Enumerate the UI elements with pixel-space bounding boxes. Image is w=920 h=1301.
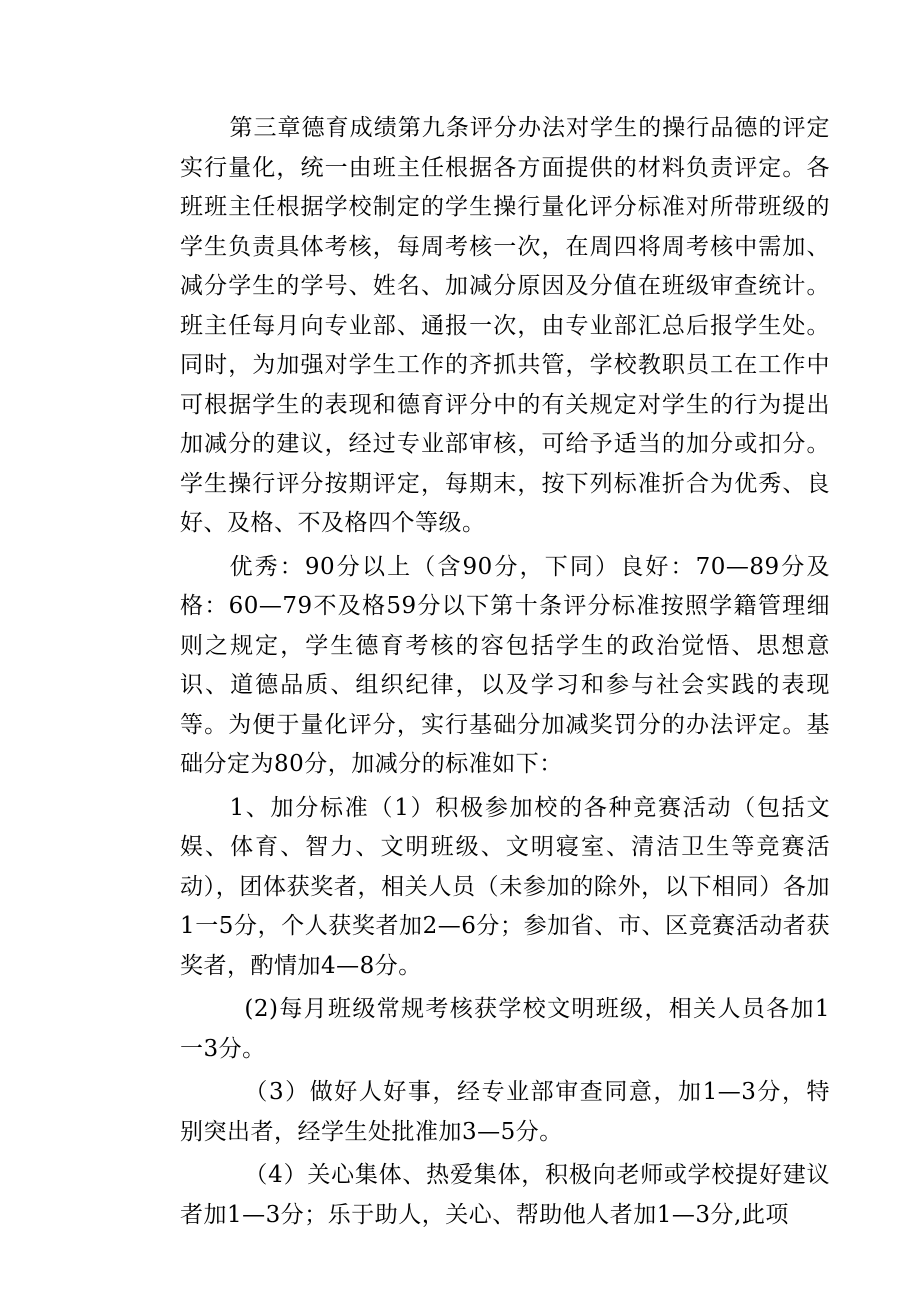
paragraph-bonus-standard-3: （3）做好人好事，经专业部审查同意，加1—3分，特别突出者，经学生处批准加3—5分。 (180, 1079, 830, 1145)
paragraph-grading-method: 第三章德育成绩第九条评分办法对学生的操行品德的评定实行量化，统一由班主任根据各方面提供的材料负责评定。各班班主任根据学校制定的学生操行量化评分标准对所带班级的学生负责具体考核，每周考核一次，在周四将周考核中需加、减分学生的学号、姓名、加减分原因及分值在班级审查统计。班主任每月向专业部、通报一次，由专业部汇总后报学生处。同时，为加强对学生工作的齐抓共管，学校教职员工在工作中可根据学生的表现和德育评分中的有关规定对学生的行为提出加减分的建议，经过专业部审核，可给予适当的加分或扣分。学生操行评分按期评定，每期末，按下列标准折合为优秀、良好、及格、不及格四个等级。 (180, 115, 830, 536)
paragraph-grade-levels: 优秀：90分以上（含90分，下同）良好：70—89分及格：60—79不及格59分以下第十条评分标准按照学籍管理细则之规定，学生德育考核的容包括学生的政治觉悟、思想意识、道德品质、组织纪律，以及学习和参与社会实践的表现等。为便于量化评分，实行基础分加减奖罚分的办法评定。基础分定为80分，加减分的标准如下： (180, 553, 830, 777)
document-body (180, 109, 830, 1239)
paragraph-bonus-standard-4: （4）关心集体、热爱集体，积极向老师或学校提好建议者加1—3分；乐于助人，关心、帮助他人者加1—3分,此项 (180, 1162, 830, 1228)
paragraph-bonus-standard-1: 1、加分标准（1）积极参加校的各种竞赛活动（包括文娱、体育、智力、文明班级、文明寝室、清洁卫生等竞赛活动），团体获奖者，相关人员（未参加的除外，以下相同）各加1一5分，个人获奖者加2—6分；参加省、市、区竞赛活动者获奖者，酌情加4—8分。 (180, 794, 830, 979)
paragraph-bonus-standard-2: (2)每月班级常规考核获学校文明班级，相关人员各加1一3分。 (180, 996, 830, 1062)
